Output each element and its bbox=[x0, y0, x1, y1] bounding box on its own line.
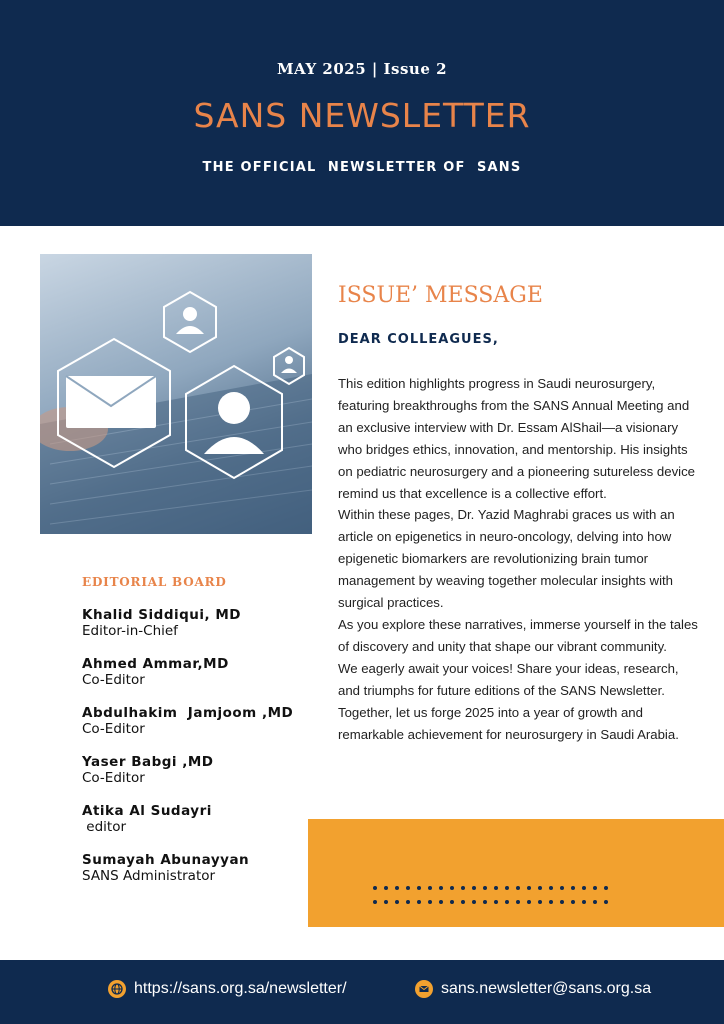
newsletter-subtitle: THE OFFICIAL NEWSLETTER OF SANS bbox=[202, 160, 522, 175]
member-name: Ahmed Ammar,MD bbox=[82, 656, 229, 672]
decorative-dot bbox=[439, 900, 443, 904]
message-paragraph: Within these pages, Dr. Yazid Maghrabi graces us with an article on epigenetics in neuro-oncology, delving into how epigenetic biomarkers are revolutionizing brain tumor management by weaving together molecular insights with surgical practices. bbox=[338, 507, 675, 611]
decorative-dot bbox=[604, 900, 608, 904]
decorative-dot bbox=[428, 886, 432, 890]
decorative-dot bbox=[384, 886, 388, 890]
newsletter-title: SANS NEWSLETTER bbox=[193, 96, 531, 135]
editorial-board-title: EDITORIAL BOARD bbox=[82, 575, 227, 589]
decorative-dot bbox=[582, 900, 586, 904]
footer-bar bbox=[0, 960, 724, 1024]
message-title: ISSUE’ MESSAGE bbox=[338, 283, 543, 308]
message-greeting: DEAR COLLEAGUES, bbox=[338, 332, 499, 347]
user-icon bbox=[176, 307, 204, 334]
message-body bbox=[338, 373, 700, 745]
decorative-dot bbox=[428, 900, 432, 904]
member-role: Editor-in-Chief bbox=[82, 623, 178, 639]
decorative-dot bbox=[527, 900, 531, 904]
decorative-dot bbox=[593, 900, 597, 904]
decorative-dot bbox=[494, 886, 498, 890]
mail-icon bbox=[66, 376, 156, 428]
decorative-dot bbox=[505, 900, 509, 904]
decorative-dot bbox=[450, 900, 454, 904]
user-icon bbox=[281, 356, 297, 373]
decorative-dot bbox=[516, 900, 520, 904]
decorative-dot bbox=[538, 900, 542, 904]
member-role: Co-Editor bbox=[82, 721, 145, 737]
member-name: Sumayah Abunayyan bbox=[82, 852, 250, 868]
email-address: sans.newsletter@sans.org.sa bbox=[441, 980, 652, 997]
member-name: Khalid Siddiqui, MD bbox=[82, 607, 241, 623]
member-name: Yaser Babgi ,MD bbox=[82, 754, 214, 770]
decorative-dot bbox=[516, 886, 520, 890]
editorial-board-list bbox=[82, 607, 322, 901]
decorative-dot bbox=[373, 886, 377, 890]
board-member bbox=[82, 705, 322, 737]
decorative-dot bbox=[395, 900, 399, 904]
decorative-dot bbox=[406, 886, 410, 890]
decorative-dot bbox=[406, 900, 410, 904]
website-url: https://sans.org.sa/newsletter/ bbox=[134, 980, 347, 997]
decorative-dot bbox=[384, 900, 388, 904]
decorative-dot bbox=[571, 886, 575, 890]
decorative-dot bbox=[593, 886, 597, 890]
decorative-dot bbox=[417, 886, 421, 890]
cover-image bbox=[40, 254, 312, 534]
decorative-orange-box bbox=[308, 819, 724, 927]
member-name: Abdulhakim Jamjoom ,MD bbox=[82, 705, 294, 721]
decorative-dot bbox=[604, 886, 608, 890]
member-role: SANS Administrator bbox=[82, 868, 216, 884]
website-link[interactable] bbox=[108, 980, 347, 998]
message-paragraph: This edition highlights progress in Saudi neurosurgery, featuring breakthroughs from the SANS Annual Meeting and an exclusive interview with Dr. Essam AlShail—a visionary who bridges ethics, innovation, and mentorship. His insights on pediatric neurosurgery and a pioneering sutureless device remind us that excellence is a collective effort. bbox=[338, 376, 696, 501]
decorative-dot bbox=[461, 886, 465, 890]
decorative-dot bbox=[549, 886, 553, 890]
decorative-dot bbox=[472, 886, 476, 890]
board-member bbox=[82, 852, 322, 884]
member-role: editor bbox=[82, 819, 127, 835]
decorative-dot bbox=[373, 900, 377, 904]
decorative-dot bbox=[472, 900, 476, 904]
issue-line: MAY 2025 | Issue 2 bbox=[276, 60, 448, 78]
board-member bbox=[82, 803, 322, 835]
decorative-dot bbox=[538, 886, 542, 890]
decorative-dot bbox=[483, 900, 487, 904]
decorative-dot bbox=[505, 886, 509, 890]
member-name: Atika Al Sudayri bbox=[82, 803, 212, 819]
decorative-dot bbox=[582, 886, 586, 890]
header-banner bbox=[0, 0, 724, 226]
globe-icon bbox=[108, 980, 126, 998]
dot-pattern bbox=[372, 884, 620, 908]
decorative-dot bbox=[461, 900, 465, 904]
decorative-dot bbox=[560, 900, 564, 904]
mail-icon bbox=[415, 980, 433, 998]
member-role: Co-Editor bbox=[82, 672, 145, 688]
decorative-dot bbox=[395, 886, 399, 890]
member-role: Co-Editor bbox=[82, 770, 145, 786]
decorative-dot bbox=[417, 900, 421, 904]
message-paragraph: We eagerly await your voices! Share your ideas, research, and triumphs for future editions of the SANS Newsletter. Together, let us forge 2025 into a year of growth and remarkable achievement for neurosurgery in Saudi Arabia. bbox=[338, 660, 679, 742]
decorative-dot bbox=[527, 886, 531, 890]
email-link[interactable] bbox=[415, 980, 651, 998]
decorative-dot bbox=[483, 886, 487, 890]
decorative-dot bbox=[450, 886, 454, 890]
decorative-dot bbox=[439, 886, 443, 890]
message-paragraph: As you explore these narratives, immerse yourself in the tales of discovery and unity that shape our vibrant community. bbox=[338, 616, 698, 654]
decorative-dot bbox=[571, 900, 575, 904]
board-member bbox=[82, 656, 322, 688]
decorative-dot bbox=[560, 886, 564, 890]
board-member bbox=[82, 607, 322, 639]
decorative-dot bbox=[494, 900, 498, 904]
decorative-dot bbox=[549, 900, 553, 904]
board-member bbox=[82, 754, 322, 786]
